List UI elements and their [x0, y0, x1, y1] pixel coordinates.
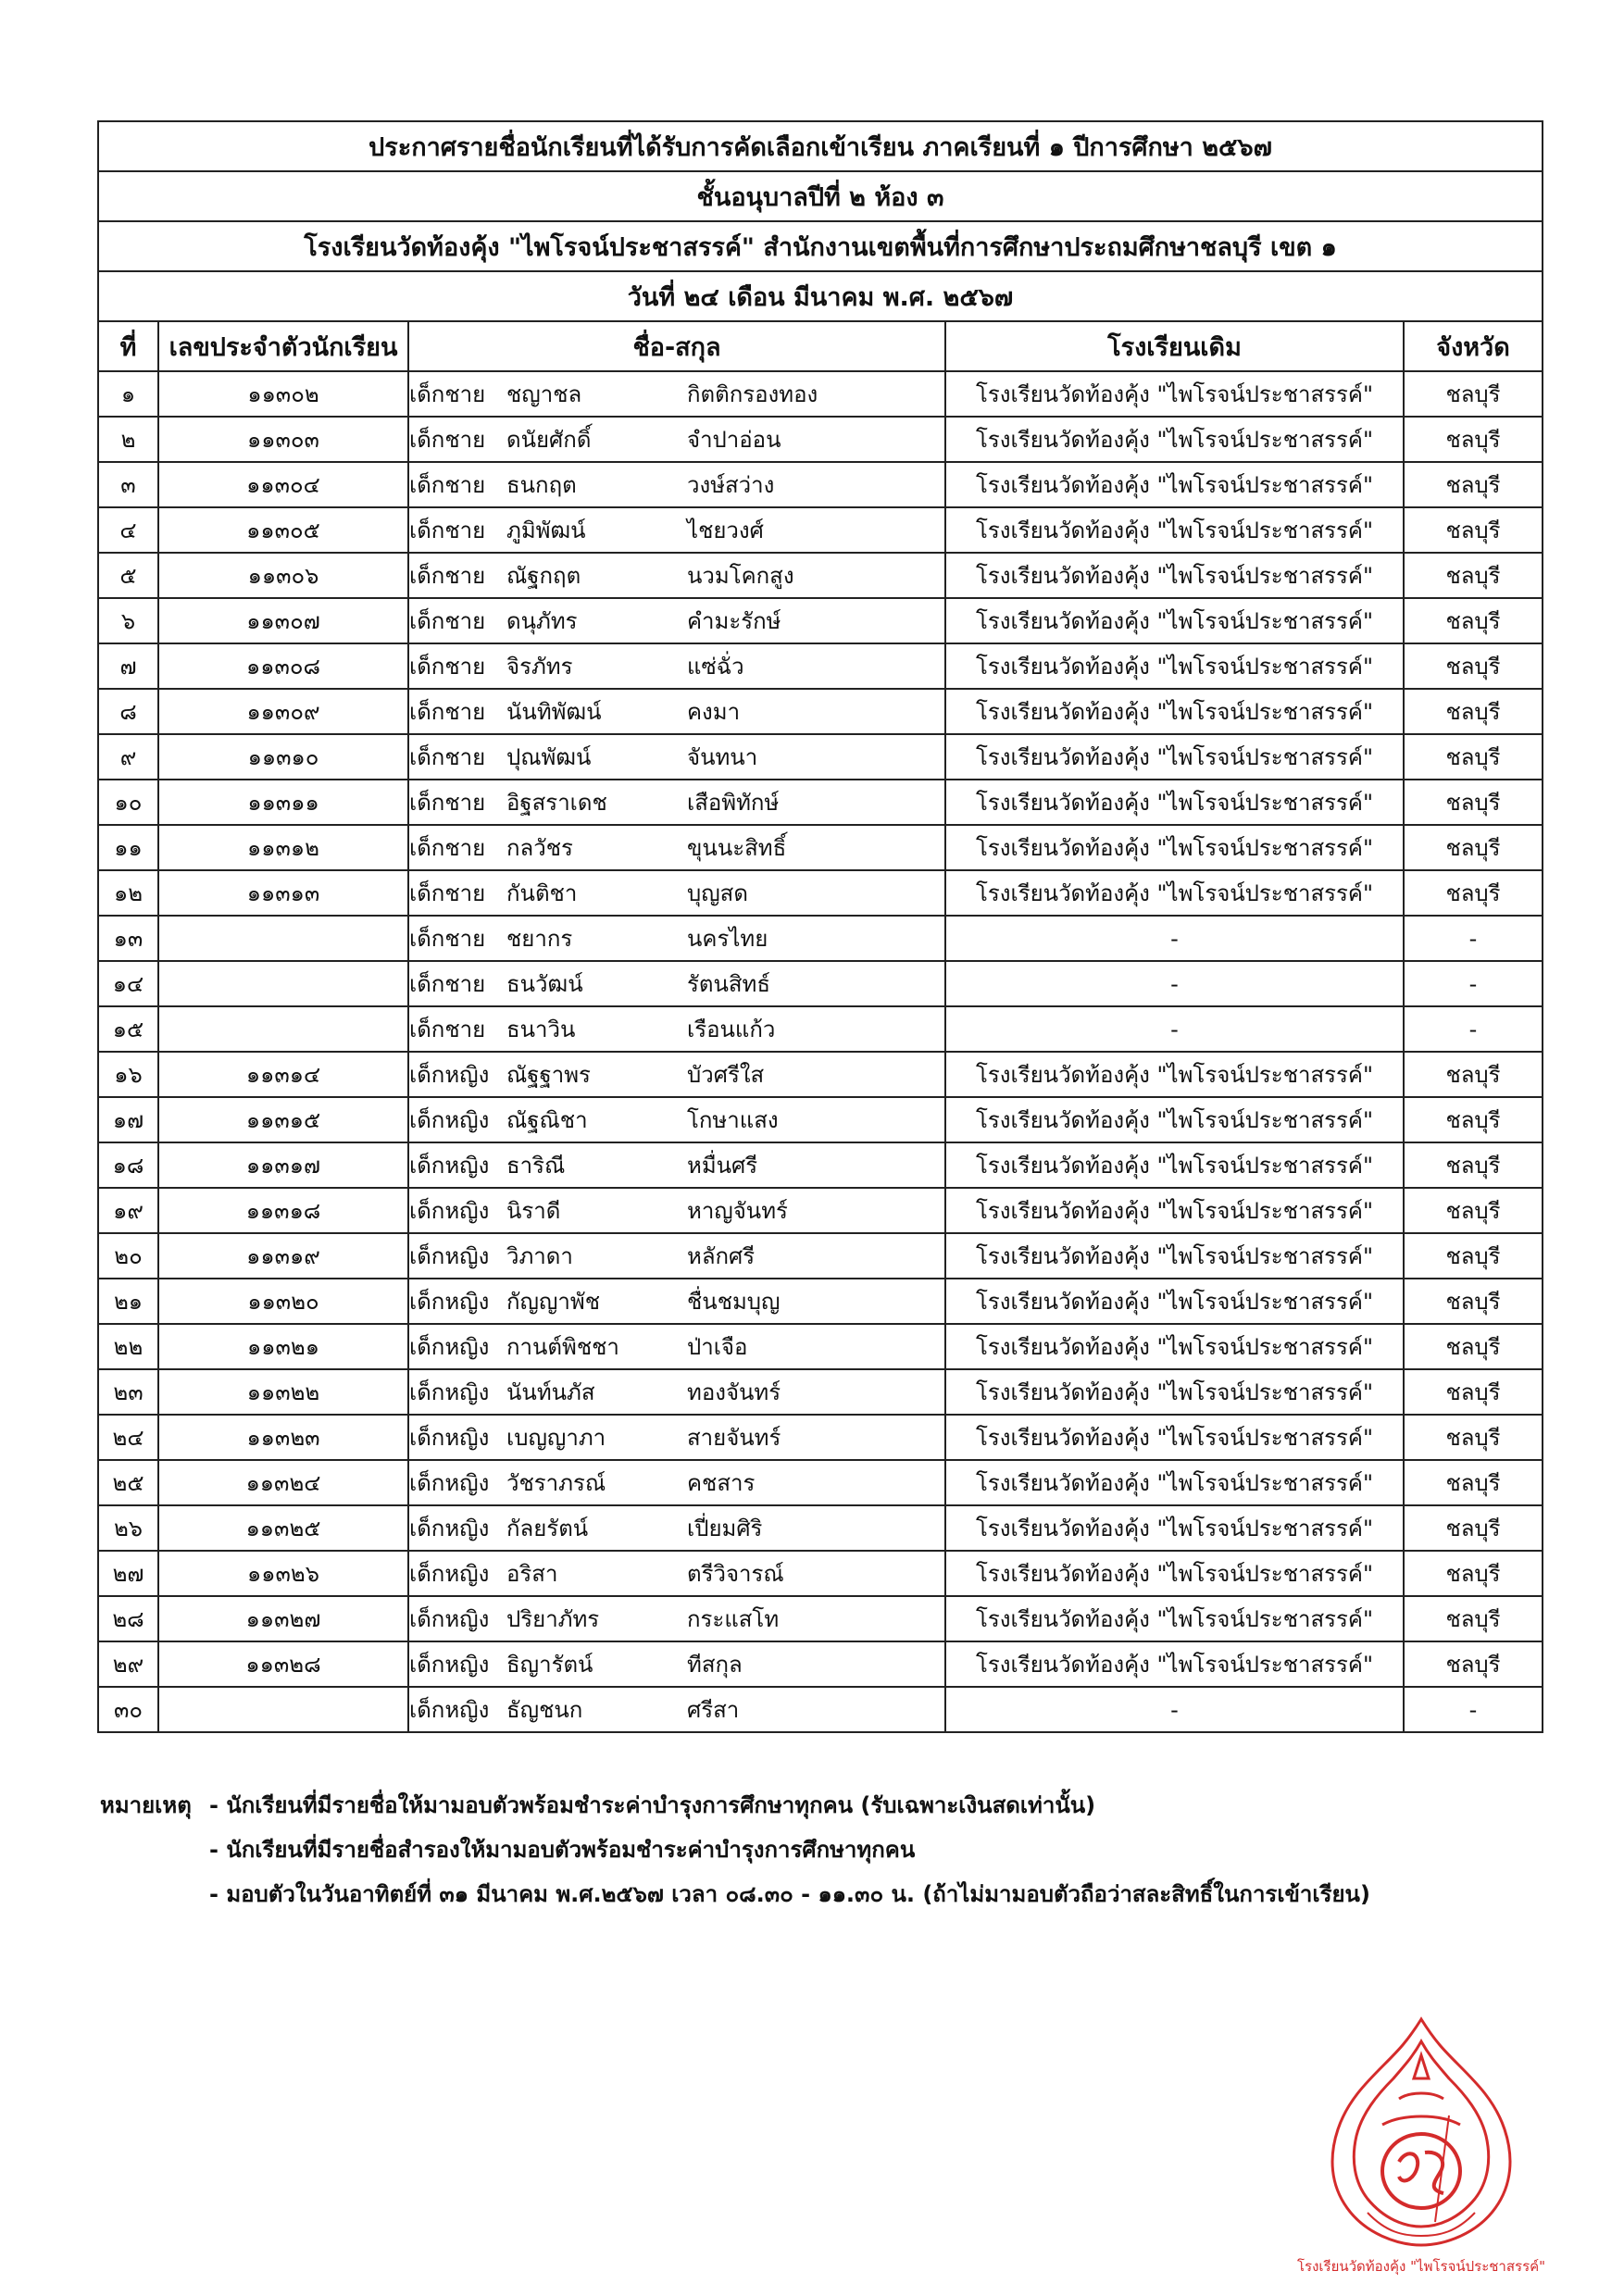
student-id: ๑๑๓๐๗: [158, 598, 408, 643]
first-name: ณัฐณิชา: [506, 1107, 588, 1133]
student-id: ๑๑๓๒๕: [158, 1505, 408, 1551]
name-prefix: เด็กชาย: [409, 427, 486, 453]
first-name: ธนาวิน: [506, 1017, 576, 1042]
previous-school: โรงเรียนวัดท้องคุ้ง "ไพโรจน์ประชาสรรค์": [945, 1369, 1404, 1415]
student-id: ๑๑๓๒๖: [158, 1551, 408, 1596]
table-row: [98, 371, 1543, 417]
student-id: ๑๑๓๑๘: [158, 1188, 408, 1233]
student-id: ๑๑๓๑๕: [158, 1097, 408, 1142]
previous-school: โรงเรียนวัดท้องคุ้ง "ไพโรจน์ประชาสรรค์": [945, 1142, 1404, 1188]
last-name: จำปาอ่อน: [687, 427, 781, 453]
table-row: [98, 1052, 1543, 1097]
last-name: บุญสด: [687, 880, 748, 906]
last-name: บัวศรีใส: [687, 1062, 765, 1088]
row-number: ๒๘: [98, 1596, 158, 1641]
province: ชลบุรี: [1404, 462, 1543, 507]
student-id: ๑๑๓๒๒: [158, 1369, 408, 1415]
first-name: ชญาชล: [506, 381, 582, 407]
student-id: ๑๑๓๐๖: [158, 553, 408, 598]
row-number: ๒๙: [98, 1641, 158, 1687]
last-name: คงมา: [687, 699, 741, 725]
previous-school: โรงเรียนวัดท้องคุ้ง "ไพโรจน์ประชาสรรค์": [945, 553, 1404, 598]
table-row: [98, 1687, 1543, 1732]
student-name: [408, 1641, 945, 1687]
student-id: ๑๑๓๐๘: [158, 643, 408, 689]
last-name: ไชยวงศ์: [687, 518, 764, 543]
last-name: คชสาร: [687, 1470, 756, 1496]
table-row: [98, 1279, 1543, 1324]
table-row: [98, 1369, 1543, 1415]
table-row: [98, 825, 1543, 870]
previous-school: โรงเรียนวัดท้องคุ้ง "ไพโรจน์ประชาสรรค์": [945, 1415, 1404, 1460]
student-name: [408, 1415, 945, 1460]
previous-school: โรงเรียนวัดท้องคุ้ง "ไพโรจน์ประชาสรรค์": [945, 1324, 1404, 1369]
first-name: ภูมิพัฒน์: [506, 518, 586, 543]
table-row: [98, 1415, 1543, 1460]
row-number: ๗: [98, 643, 158, 689]
province: ชลบุรี: [1404, 1369, 1543, 1415]
name-prefix: เด็กหญิง: [409, 1243, 490, 1269]
remark-line: [100, 1783, 1544, 1828]
province: ชลบุรี: [1404, 643, 1543, 689]
school-seal-icon: [1296, 2014, 1546, 2287]
last-name: นครไทย: [687, 926, 768, 952]
student-name: [408, 462, 945, 507]
student-id: [158, 1006, 408, 1052]
remark-line: [100, 1872, 1544, 1916]
table-row: [98, 553, 1543, 598]
province: ชลบุรี: [1404, 417, 1543, 462]
first-name: กัญญาพัช: [506, 1289, 601, 1315]
name-prefix: เด็กหญิง: [409, 1652, 490, 1678]
table-row: [98, 462, 1543, 507]
student-roster-table: [97, 120, 1543, 1733]
table-row: [98, 870, 1543, 916]
student-name: [408, 1460, 945, 1505]
previous-school: โรงเรียนวัดท้องคุ้ง "ไพโรจน์ประชาสรรค์": [945, 1188, 1404, 1233]
last-name: ขุนนะสิทธิ์: [687, 835, 787, 861]
previous-school: โรงเรียนวัดท้องคุ้ง "ไพโรจน์ประชาสรรค์": [945, 643, 1404, 689]
table-row: [98, 1142, 1543, 1188]
name-prefix: เด็กชาย: [409, 563, 486, 589]
remark-text: - นักเรียนที่มีรายชื่อให้มามอบตัวพร้อมชำระค่าบำรุงการศึกษาทุกคน (รับเฉพาะเงินสดเท่านั้น): [209, 1792, 1096, 1818]
seal-text: โรงเรียนวัดท้องคุ้ง "ไพโรจน์ประชาสรรค์": [1296, 2258, 1546, 2275]
student-id: ๑๑๓๐๔: [158, 462, 408, 507]
province: ชลบุรี: [1404, 553, 1543, 598]
student-id: ๑๑๓๑๔: [158, 1052, 408, 1097]
row-number: ๒๖: [98, 1505, 158, 1551]
last-name: แซ่ฉั่ว: [687, 654, 744, 680]
province: ชลบุรี: [1404, 1415, 1543, 1460]
province: ชลบุรี: [1404, 598, 1543, 643]
student-id: [158, 1687, 408, 1732]
first-name: วัชราภรณ์: [506, 1470, 606, 1496]
table-row: [98, 1233, 1543, 1279]
province: ชลบุรี: [1404, 780, 1543, 825]
student-id: ๑๑๓๐๙: [158, 689, 408, 734]
province: ชลบุรี: [1404, 689, 1543, 734]
name-prefix: เด็กชาย: [409, 880, 486, 906]
province: ชลบุรี: [1404, 870, 1543, 916]
student-name: [408, 1052, 945, 1097]
province: ชลบุรี: [1404, 1641, 1543, 1687]
previous-school: โรงเรียนวัดท้องคุ้ง "ไพโรจน์ประชาสรรค์": [945, 1641, 1404, 1687]
last-name: เปี่ยมศิริ: [687, 1516, 763, 1541]
name-prefix: เด็กหญิง: [409, 1062, 490, 1088]
table-row: [98, 1641, 1543, 1687]
table-row: [98, 780, 1543, 825]
student-name: [408, 780, 945, 825]
name-prefix: เด็กหญิง: [409, 1153, 490, 1179]
previous-school: โรงเรียนวัดท้องคุ้ง "ไพโรจน์ประชาสรรค์": [945, 1596, 1404, 1641]
row-number: ๖: [98, 598, 158, 643]
name-prefix: เด็กหญิง: [409, 1516, 490, 1541]
student-name: [408, 643, 945, 689]
student-name: [408, 1369, 945, 1415]
last-name: เรือนแก้ว: [687, 1017, 776, 1042]
row-number: ๒๐: [98, 1233, 158, 1279]
table-row: [98, 1324, 1543, 1369]
student-name: [408, 689, 945, 734]
column-header-province: จังหวัด: [1404, 321, 1543, 371]
remark-text: - มอบตัวในวันอาทิตย์ที่ ๓๑ มีนาคม พ.ศ.๒๕๖๗ เวลา ๐๘.๓๐ - ๑๑.๓๐ น. (ถ้าไม่มามอบตัวถือว่าสละสิทธิ์ในการเข้าเรียน): [209, 1881, 1370, 1907]
last-name: ทีสกุล: [687, 1652, 743, 1678]
last-name: หาญจันทร์: [687, 1198, 788, 1224]
student-name: [408, 417, 945, 462]
row-number: ๑๖: [98, 1052, 158, 1097]
row-number: ๑๑: [98, 825, 158, 870]
previous-school: โรงเรียนวัดท้องคุ้ง "ไพโรจน์ประชาสรรค์": [945, 1279, 1404, 1324]
row-number: ๑๐: [98, 780, 158, 825]
first-name: เบญญาภา: [506, 1425, 606, 1451]
table-row: [98, 417, 1543, 462]
student-name: [408, 1596, 945, 1641]
student-name: [408, 1687, 945, 1732]
last-name: ตรีวิจารณ์: [687, 1561, 784, 1587]
table-row: [98, 916, 1543, 961]
previous-school: โรงเรียนวัดท้องคุ้ง "ไพโรจน์ประชาสรรค์": [945, 1233, 1404, 1279]
previous-school: โรงเรียนวัดท้องคุ้ง "ไพโรจน์ประชาสรรค์": [945, 507, 1404, 553]
row-number: ๔: [98, 507, 158, 553]
previous-school: โรงเรียนวัดท้องคุ้ง "ไพโรจน์ประชาสรรค์": [945, 371, 1404, 417]
first-name: ธนกฤต: [506, 472, 577, 498]
student-name: [408, 825, 945, 870]
name-prefix: เด็กหญิง: [409, 1198, 490, 1224]
first-name: จิรภัทร: [506, 654, 573, 680]
student-id: ๑๑๓๒๘: [158, 1641, 408, 1687]
row-number: ๒๕: [98, 1460, 158, 1505]
name-prefix: เด็กหญิง: [409, 1425, 490, 1451]
province: ชลบุรี: [1404, 1052, 1543, 1097]
name-prefix: เด็กชาย: [409, 518, 486, 543]
name-prefix: เด็กชาย: [409, 1017, 486, 1042]
last-name: กิตติกรองทอง: [687, 381, 818, 407]
column-header-prev-school: โรงเรียนเดิม: [945, 321, 1404, 371]
name-prefix: เด็กหญิง: [409, 1470, 490, 1496]
previous-school: โรงเรียนวัดท้องคุ้ง "ไพโรจน์ประชาสรรค์": [945, 1505, 1404, 1551]
last-name: หลักศรี: [687, 1243, 756, 1269]
student-id: ๑๑๓๑๙: [158, 1233, 408, 1279]
first-name: วิภาดา: [506, 1243, 573, 1269]
announcement-date: วันที่ ๒๔ เดือน มีนาคม พ.ศ. ๒๕๖๗: [98, 271, 1543, 321]
last-name: ชื่นชมบุญ: [687, 1289, 781, 1315]
first-name: นันทิพัฒน์: [506, 699, 602, 725]
student-id: ๑๑๓๑๑: [158, 780, 408, 825]
student-name: [408, 1188, 945, 1233]
announcement-title: ประกาศรายชื่อนักเรียนที่ได้รับการคัดเลือกเข้าเรียน ภาคเรียนที่ ๑ ปีการศึกษา ๒๕๖๗: [98, 121, 1543, 171]
student-name: [408, 553, 945, 598]
student-name: [408, 1324, 945, 1369]
name-prefix: เด็กชาย: [409, 699, 486, 725]
student-id: ๑๑๓๑๗: [158, 1142, 408, 1188]
name-prefix: เด็กชาย: [409, 654, 486, 680]
student-id: ๑๑๓๒๗: [158, 1596, 408, 1641]
table-row: [98, 961, 1543, 1006]
province: ชลบุรี: [1404, 507, 1543, 553]
first-name: อิฐสราเดช: [506, 790, 607, 816]
class-heading: ชั้นอนุบาลปีที่ ๒ ห้อง ๓: [98, 171, 1543, 221]
announcement-sheet: [97, 120, 1542, 1733]
name-prefix: เด็กชาย: [409, 472, 486, 498]
last-name: กระแสโท: [687, 1606, 780, 1632]
row-number: ๒๗: [98, 1551, 158, 1596]
province: -: [1404, 1006, 1543, 1052]
row-number: ๑๓: [98, 916, 158, 961]
last-name: จันทนา: [687, 744, 758, 770]
name-prefix: เด็กชาย: [409, 790, 486, 816]
province: ชลบุรี: [1404, 734, 1543, 780]
name-prefix: เด็กหญิง: [409, 1561, 490, 1587]
column-header-name: ชื่อ-สกุล: [408, 321, 945, 371]
first-name: อริสา: [506, 1561, 558, 1587]
student-id: ๑๑๓๒๐: [158, 1279, 408, 1324]
first-name: ปุณพัฒน์: [506, 744, 592, 770]
row-number: ๑๕: [98, 1006, 158, 1052]
previous-school: โรงเรียนวัดท้องคุ้ง "ไพโรจน์ประชาสรรค์": [945, 417, 1404, 462]
last-name: รัตนสิทธ์: [687, 971, 770, 997]
first-name: กลวัชร: [506, 835, 573, 861]
student-id: ๑๑๓๑๓: [158, 870, 408, 916]
student-name: [408, 1279, 945, 1324]
student-id: ๑๑๓๑๒: [158, 825, 408, 870]
name-prefix: เด็กชาย: [409, 381, 486, 407]
student-name: [408, 734, 945, 780]
student-id: ๑๑๓๒๓: [158, 1415, 408, 1460]
first-name: ปริยาภัทร: [506, 1606, 600, 1632]
province: ชลบุรี: [1404, 1460, 1543, 1505]
row-number: ๒๔: [98, 1415, 158, 1460]
student-name: [408, 598, 945, 643]
table-row: [98, 1188, 1543, 1233]
previous-school: โรงเรียนวัดท้องคุ้ง "ไพโรจน์ประชาสรรค์": [945, 1052, 1404, 1097]
table-row: [98, 1006, 1543, 1052]
student-name: [408, 961, 945, 1006]
student-name: [408, 1505, 945, 1551]
row-number: ๘: [98, 689, 158, 734]
province: ชลบุรี: [1404, 1279, 1543, 1324]
remark-line: [100, 1828, 1544, 1872]
previous-school: โรงเรียนวัดท้องคุ้ง "ไพโรจน์ประชาสรรค์": [945, 598, 1404, 643]
first-name: นันท์นภัส: [506, 1379, 595, 1405]
last-name: เสือพิทักษ์: [687, 790, 780, 816]
last-name: โกษาแสง: [687, 1107, 779, 1133]
student-name: [408, 1006, 945, 1052]
table-row: [98, 1596, 1543, 1641]
last-name: ทองจันทร์: [687, 1379, 781, 1405]
first-name: ธิญารัตน์: [506, 1652, 593, 1678]
last-name: ศรีสา: [687, 1697, 740, 1723]
name-prefix: เด็กหญิง: [409, 1606, 490, 1632]
table-row: [98, 1551, 1543, 1596]
name-prefix: เด็กชาย: [409, 926, 486, 952]
first-name: กัลยรัตน์: [506, 1516, 589, 1541]
province: ชลบุรี: [1404, 1142, 1543, 1188]
table-row: [98, 689, 1543, 734]
previous-school: โรงเรียนวัดท้องคุ้ง "ไพโรจน์ประชาสรรค์": [945, 689, 1404, 734]
province: ชลบุรี: [1404, 1233, 1543, 1279]
row-number: ๙: [98, 734, 158, 780]
student-id: ๑๑๓๐๕: [158, 507, 408, 553]
row-number: ๑๒: [98, 870, 158, 916]
student-name: [408, 1551, 945, 1596]
first-name: ชยากร: [506, 926, 573, 952]
column-header-no: ที่: [98, 321, 158, 371]
last-name: วงษ์สว่าง: [687, 472, 775, 498]
student-id: ๑๑๓๐๓: [158, 417, 408, 462]
first-name: กันติชา: [506, 880, 578, 906]
remark-label: หมายเหตุ: [100, 1792, 192, 1818]
first-name: ธัญชนก: [506, 1697, 583, 1723]
previous-school: -: [945, 1006, 1404, 1052]
remark-text: - นักเรียนที่มีรายชื่อสำรองให้มามอบตัวพร้อมชำระค่าบำรุงการศึกษาทุกคน: [209, 1837, 916, 1863]
row-number: ๑๘: [98, 1142, 158, 1188]
row-number: ๑: [98, 371, 158, 417]
first-name: ณัฐกฤต: [506, 563, 581, 589]
table-row: [98, 1097, 1543, 1142]
table-row: [98, 598, 1543, 643]
previous-school: โรงเรียนวัดท้องคุ้ง "ไพโรจน์ประชาสรรค์": [945, 870, 1404, 916]
student-name: [408, 1142, 945, 1188]
province: ชลบุรี: [1404, 1505, 1543, 1551]
first-name: ดนุภัทร: [506, 608, 578, 634]
previous-school: โรงเรียนวัดท้องคุ้ง "ไพโรจน์ประชาสรรค์": [945, 1097, 1404, 1142]
student-name: [408, 1233, 945, 1279]
roster-body: [98, 371, 1543, 1732]
remarks: [100, 1783, 1544, 1916]
previous-school: โรงเรียนวัดท้องคุ้ง "ไพโรจน์ประชาสรรค์": [945, 780, 1404, 825]
student-id: ๑๑๓๒๔: [158, 1460, 408, 1505]
row-number: ๒๒: [98, 1324, 158, 1369]
student-id: [158, 916, 408, 961]
last-name: หมื่นศรี: [687, 1153, 758, 1179]
row-number: ๒: [98, 417, 158, 462]
previous-school: โรงเรียนวัดท้องคุ้ง "ไพโรจน์ประชาสรรค์": [945, 734, 1404, 780]
province: -: [1404, 1687, 1543, 1732]
row-number: ๑๔: [98, 961, 158, 1006]
name-prefix: เด็กหญิง: [409, 1107, 490, 1133]
previous-school: โรงเรียนวัดท้องคุ้ง "ไพโรจน์ประชาสรรค์": [945, 1460, 1404, 1505]
student-name: [408, 870, 945, 916]
name-prefix: เด็กชาย: [409, 835, 486, 861]
name-prefix: เด็กชาย: [409, 608, 486, 634]
student-name: [408, 1097, 945, 1142]
last-name: นวมโคกสูง: [687, 563, 794, 589]
first-name: ณัฐฐาพร: [506, 1062, 591, 1088]
table-row: [98, 643, 1543, 689]
table-row: [98, 507, 1543, 553]
row-number: ๒๓: [98, 1369, 158, 1415]
last-name: คำมะรักษ์: [687, 608, 781, 634]
student-name: [408, 507, 945, 553]
row-number: ๑๗: [98, 1097, 158, 1142]
school-office-heading: โรงเรียนวัดท้องคุ้ง "ไพโรจน์ประชาสรรค์" สำนักงานเขตพื้นที่การศึกษาประถมศึกษาชลบุรี เขต ๑: [98, 221, 1543, 271]
province: ชลบุรี: [1404, 371, 1543, 417]
row-number: ๓๐: [98, 1687, 158, 1732]
table-row: [98, 1505, 1543, 1551]
student-id: ๑๑๓๑๐: [158, 734, 408, 780]
first-name: ธาริณี: [506, 1153, 566, 1179]
student-name: [408, 916, 945, 961]
row-number: ๓: [98, 462, 158, 507]
province: ชลบุรี: [1404, 825, 1543, 870]
student-id: ๑๑๓๐๒: [158, 371, 408, 417]
name-prefix: เด็กหญิง: [409, 1334, 490, 1360]
row-number: ๑๙: [98, 1188, 158, 1233]
first-name: ธนวัฒน์: [506, 971, 583, 997]
name-prefix: เด็กชาย: [409, 744, 486, 770]
column-header-student-id: เลขประจำตัวนักเรียน: [158, 321, 408, 371]
student-id: ๑๑๓๒๑: [158, 1324, 408, 1369]
first-name: นิราดี: [506, 1198, 561, 1224]
province: ชลบุรี: [1404, 1324, 1543, 1369]
province: -: [1404, 916, 1543, 961]
name-prefix: เด็กหญิง: [409, 1697, 490, 1723]
province: ชลบุรี: [1404, 1097, 1543, 1142]
last-name: ป่าเจือ: [687, 1334, 748, 1360]
previous-school: -: [945, 961, 1404, 1006]
previous-school: โรงเรียนวัดท้องคุ้ง "ไพโรจน์ประชาสรรค์": [945, 1551, 1404, 1596]
province: ชลบุรี: [1404, 1551, 1543, 1596]
name-prefix: เด็กหญิง: [409, 1289, 490, 1315]
previous-school: โรงเรียนวัดท้องคุ้ง "ไพโรจน์ประชาสรรค์": [945, 462, 1404, 507]
row-number: ๒๑: [98, 1279, 158, 1324]
province: ชลบุรี: [1404, 1596, 1543, 1641]
last-name: สายจันทร์: [687, 1425, 781, 1451]
previous-school: -: [945, 916, 1404, 961]
name-prefix: เด็กชาย: [409, 971, 486, 997]
table-row: [98, 734, 1543, 780]
table-row: [98, 1460, 1543, 1505]
first-name: ดนัยศักดิ์: [506, 427, 592, 453]
province: ชลบุรี: [1404, 1188, 1543, 1233]
previous-school: -: [945, 1687, 1404, 1732]
previous-school: โรงเรียนวัดท้องคุ้ง "ไพโรจน์ประชาสรรค์": [945, 825, 1404, 870]
first-name: กานต์พิชชา: [506, 1334, 619, 1360]
student-name: [408, 371, 945, 417]
row-number: ๕: [98, 553, 158, 598]
province: -: [1404, 961, 1543, 1006]
student-id: [158, 961, 408, 1006]
name-prefix: เด็กหญิง: [409, 1379, 490, 1405]
